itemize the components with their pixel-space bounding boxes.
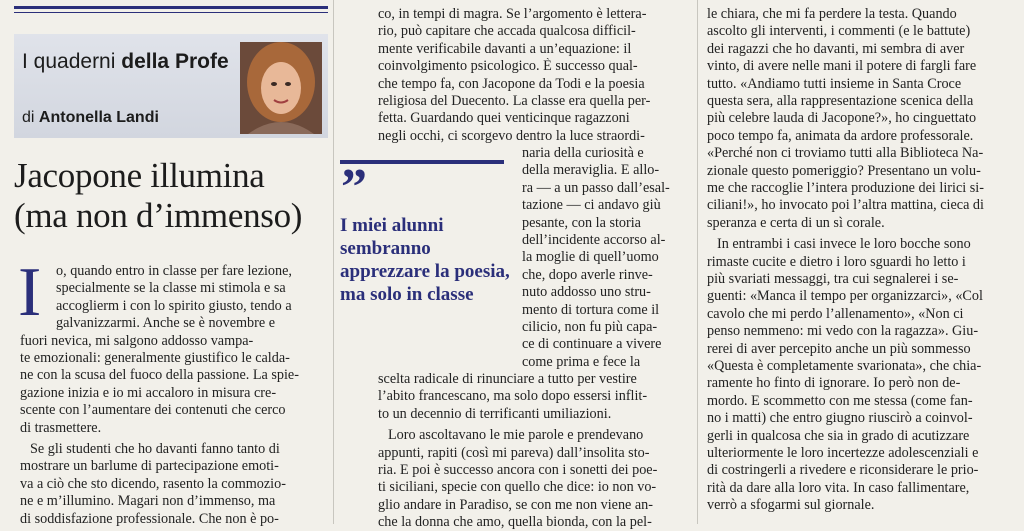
text-line: «Questa è completamente svarionata», che chia-: [707, 358, 982, 374]
text-line: di trasmettere.: [20, 419, 102, 436]
text-line: Loro ascoltavano le mie parole e prendevano: [388, 427, 644, 444]
text-line: religiosa del Duecento. La classe era quella per-: [378, 93, 651, 109]
text-line: va a ciò che sto dicendo, rasento la commozio-: [20, 475, 286, 492]
text-line: l’abito francescano, ma solo dopo essersi inflit-: [378, 388, 648, 405]
text-line: speranza e certa di un sì corale.: [707, 214, 885, 231]
text-line: «Perché non ci troviamo tutti alla Biblioteca Na-: [707, 145, 984, 162]
author-photo: [240, 42, 322, 134]
text-line: di soddisfazione professionale. Che non è po-: [20, 510, 279, 527]
text-line: no i matti) che entro giugno riuscirò a coinvol-: [707, 410, 973, 427]
text-line: o, quando entro in classe per fare lezione,: [56, 263, 292, 279]
text-line: poco tempo fa, animata da ardore professorale.: [707, 127, 974, 144]
text-line: ra — a un passo dall’esal-: [522, 179, 670, 196]
text-line: coinvolgimento psicologico. È successo qual-: [378, 58, 638, 75]
text-line: mordo. E scommetto con me stessa (come fan-: [707, 392, 973, 409]
top-rule-thin: [14, 12, 328, 13]
rubric-prefix: I quaderni: [22, 50, 122, 73]
text-line: fuori nevica, mi salgono addosso vampa-: [20, 332, 254, 349]
text-line: rio, può capitare che accada qualcosa difficil-: [378, 23, 636, 40]
text-line: In entrambi i casi invece le loro bocche sono: [717, 236, 971, 253]
rubric-title: [22, 50, 229, 74]
column-divider: [697, 0, 698, 524]
quote-mark-icon: ”: [341, 159, 367, 216]
text-line: ne e m’illumino. Magari non d’immenso, ma: [20, 493, 276, 510]
column-divider: [333, 0, 334, 524]
text-line: scelta radicale di rinunciare a tutto per vestire: [378, 371, 637, 387]
byline: [22, 109, 159, 127]
text-line: come prima e fece la: [522, 353, 641, 370]
text-line: co, in tempi di magra. Se l’argomento è lettera-: [378, 6, 647, 22]
headline-line-2: (ma non d’immenso): [14, 196, 303, 235]
text-line: glio andare in Paradiso, se con me non viene an-: [378, 496, 653, 513]
text-line: negli occhi, ci scorgevo dentro la luce straordi-: [378, 127, 645, 144]
text-line: ramente ho finto di ignorare. Io però non de-: [707, 375, 961, 392]
text-line: della meraviglia. E allo-: [522, 162, 660, 179]
text-line: to un decennio di terrificanti umiliazioni.: [378, 405, 612, 422]
text-line: mente verificabile davanti a un’equazione: il: [378, 40, 632, 57]
text-line: le chiara, che mi fa perdere la testa. Quando: [707, 6, 957, 22]
text-line: ciliani!», ho invocato poi l’altra mattina, cieca di: [707, 197, 984, 214]
text-line: più celebre lauda di Jacopone?», ho cinguettato: [707, 110, 977, 127]
text-line: me che raccoglie l’intera produzione dei lirici si-: [707, 180, 984, 196]
author-name: Antonella Landi: [38, 109, 159, 126]
text-line: dei ragazzi che ho davanti, mi sembra di aver: [707, 40, 965, 57]
text-line: ne con la scusa del fuoco della passione. La spie-: [20, 367, 299, 384]
text-line: rimaste cucite e dietro i loro sguardi ho letto i: [707, 253, 966, 270]
text-line: dell’incidente accorso al-: [522, 232, 666, 248]
text-line: ti siciliani, specie con quello che dice: io non vo-: [378, 479, 657, 496]
text-line: più svariati messaggi, tra cui segnalerei i se-: [707, 271, 959, 287]
text-line: vinto, di avere nelle mani il potere di fargli fare: [707, 58, 977, 75]
rubric-name: della Profe: [121, 50, 229, 73]
text-line: appunti, rapiti (così mi pareva) dall’insolita sto-: [378, 444, 650, 461]
text-line: tazione — ci andavo giù: [522, 197, 661, 214]
text-line: cilicio, non fu più capa-: [522, 319, 658, 335]
text-line: ascolto gli interventi, i commenti (e le battute): [707, 23, 971, 40]
text-line: ulteriormente le loro incertezze adolescenziali e: [707, 445, 979, 461]
text-line: rerei di aver percepito anche un più sommesso: [707, 340, 971, 357]
text-line: che, dopo averle rinve-: [522, 266, 653, 283]
text-line: verrò a sfogarmi sul giornale.: [707, 497, 875, 514]
top-rule: [14, 6, 328, 9]
text-line: nuto addosso uno stru-: [522, 284, 651, 301]
text-line: ria. E poi è successo ancora con i sonetti dei poe-: [378, 462, 658, 478]
headline-line-1: Jacopone illumina: [14, 156, 265, 195]
text-line: cavolo che mi perdo l’allenamento», «Non ci: [707, 305, 964, 322]
text-line: galvanizzarmi. Anche se è novembre e: [56, 315, 276, 332]
text-line: questa sera, alla rappresentazione scenica della: [707, 93, 974, 109]
text-line: Se gli studenti che ho davanti fanno tanto di: [30, 441, 280, 457]
text-line: che la donna che amo, quella bionda, con la pel-: [378, 514, 652, 531]
text-line: la moglie di quell’uomo: [522, 249, 659, 266]
text-line: mostrare un barlume di partecipazione emoti-: [20, 458, 279, 475]
text-line: fetta. Guardando quei venticinque ragazzoni: [378, 110, 630, 127]
text-line: gazione inizia e io mi accaloro in misura cre-: [20, 384, 277, 401]
text-line: ce di continuare a vivere: [522, 336, 662, 353]
text-line: penso nemmeno: mi vedo con la ragazza». Giu-: [707, 323, 979, 340]
byline-prefix: di: [22, 109, 39, 126]
text-line: gerli in qualcosa che sia in grado di acutizzare: [707, 427, 970, 444]
text-line: che tempo fa, con Jacopone da Todi e la poesia: [378, 75, 645, 92]
text-line: mento di tortura come il: [522, 301, 660, 318]
text-line: specialmente se la classe mi stimola e sa: [56, 280, 286, 297]
text-line: guenti: «Manca il tempo per organizzarci», «Col: [707, 288, 983, 305]
text-line: te emozionali: generalmente giustifico le calda-: [20, 350, 290, 366]
text-line: zionale questo pomeriggio? Presentano un volu-: [707, 162, 981, 179]
text-line: pesante, con la storia: [522, 214, 641, 231]
pull-quote: I miei alunni sembranno apprezzare la poesia, ma solo in classe: [340, 215, 510, 305]
text-line: naria della curiosità e: [522, 145, 644, 161]
text-line: di costringerli a rivedere e riconsiderare le prio-: [707, 462, 979, 479]
drop-cap: I: [18, 254, 42, 331]
text-line: scente con l’aumentare dei contenuti che cerco: [20, 402, 286, 419]
text-line: tutto. «Andiamo tutti insieme in Santa Croce: [707, 75, 962, 92]
text-line: rità da dare alla loro vita. In caso fallimentare,: [707, 479, 970, 496]
text-line: accoglierm i con lo spirito giusto, tendo a: [56, 297, 292, 314]
headline: [14, 156, 334, 236]
